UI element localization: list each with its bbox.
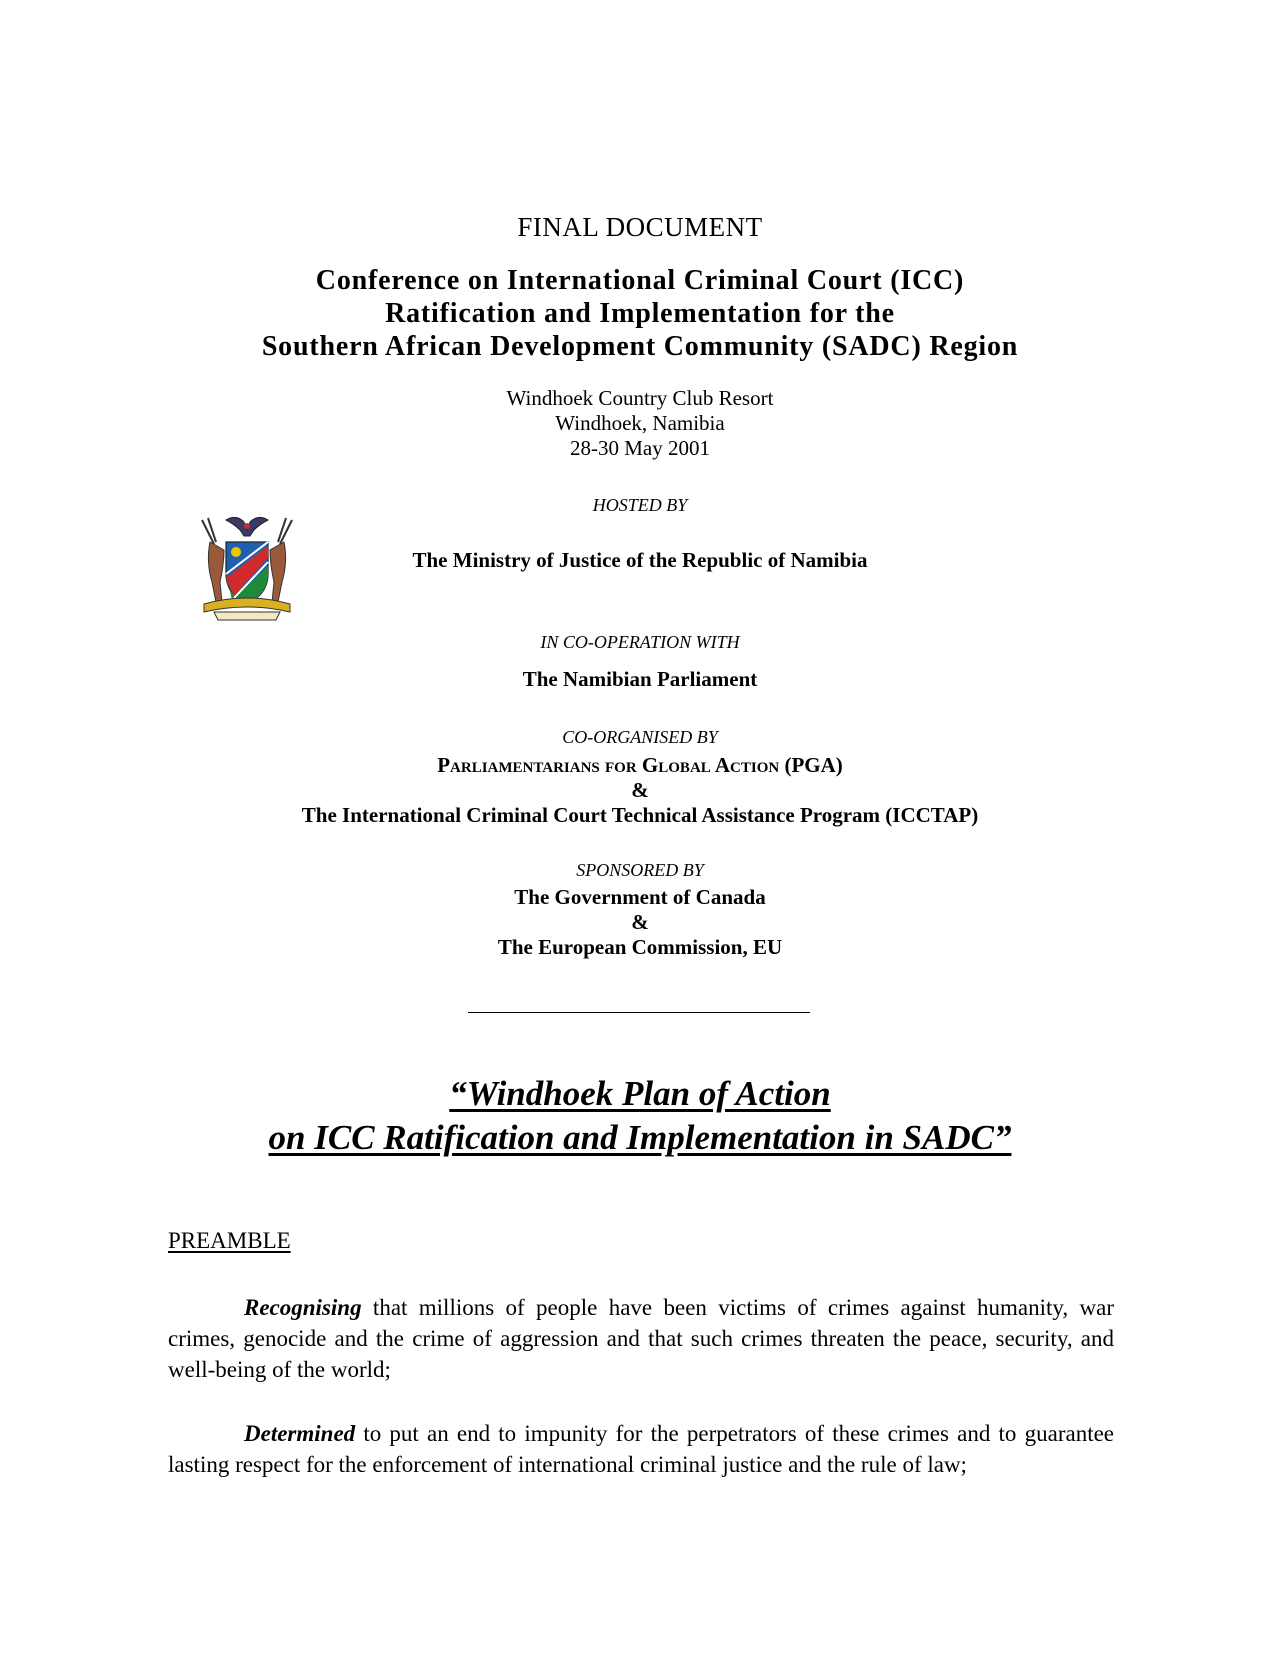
ampersand: & [631,778,649,802]
preamble-paragraph [168,1418,1114,1480]
conference-title-line: Conference on International Criminal Court (ICC) [315,265,965,296]
conference-title-line: Southern African Development Community (SADC) Region [261,331,1019,362]
paragraph-lead: Determined [244,1421,356,1446]
sponsor-canada: The Government of Canada [514,885,766,909]
venue-name: Windhoek Country Club Resort [506,386,774,410]
preamble-paragraph [168,1292,1114,1385]
sponsor-eu: The European Commission, EU [497,935,783,959]
preamble-heading: PREAMBLE [168,1228,291,1253]
conference-title [0,264,1280,363]
sponsors [0,885,1280,960]
cooperation-caption: IN CO-OPERATION WITH [540,632,740,652]
venue-city: Windhoek, Namibia [555,411,725,435]
host-organisation: The Ministry of Justice of the Republic of Namibia [412,548,868,572]
coorganiser-pga: Parliamentarians for Global Action (PGA) [437,753,843,777]
coorganisers [0,753,1280,828]
document-label: FINAL DOCUMENT [517,212,763,242]
venue-block [0,386,1280,461]
paragraph-text: that millions of people have been victims of crimes against humanity, war crimes, genocide and the crime of aggression and that such crimes threaten the peace, security, and well-being of the world; [168,1295,1114,1382]
conference-title-line: Ratification and Implementation for the [385,298,895,329]
divider [468,1012,810,1013]
cooperation-organisation: The Namibian Parliament [522,667,758,691]
event-dates: 28-30 May 2001 [570,436,710,460]
coorganised-caption: CO-ORGANISED BY [562,727,718,747]
paragraph-lead: Recognising [244,1295,362,1320]
coorganiser-icctap: The International Criminal Court Technical Assistance Program (ICCTAP) [301,803,979,827]
plan-title-line: “Windhoek Plan of Action [449,1074,831,1113]
sponsored-caption: SPONSORED BY [576,860,704,880]
paragraph-text: to put an end to impunity for the perpetrators of these crimes and to guarantee lasting respect for the enforcement of international criminal justice and the rule of law; [168,1421,1114,1477]
hosted-by-caption: HOSTED BY [592,495,688,515]
plan-title [0,1072,1280,1160]
plan-title-line: on ICC Ratification and Implementation in SADC” [268,1118,1012,1157]
ampersand: & [631,910,649,934]
